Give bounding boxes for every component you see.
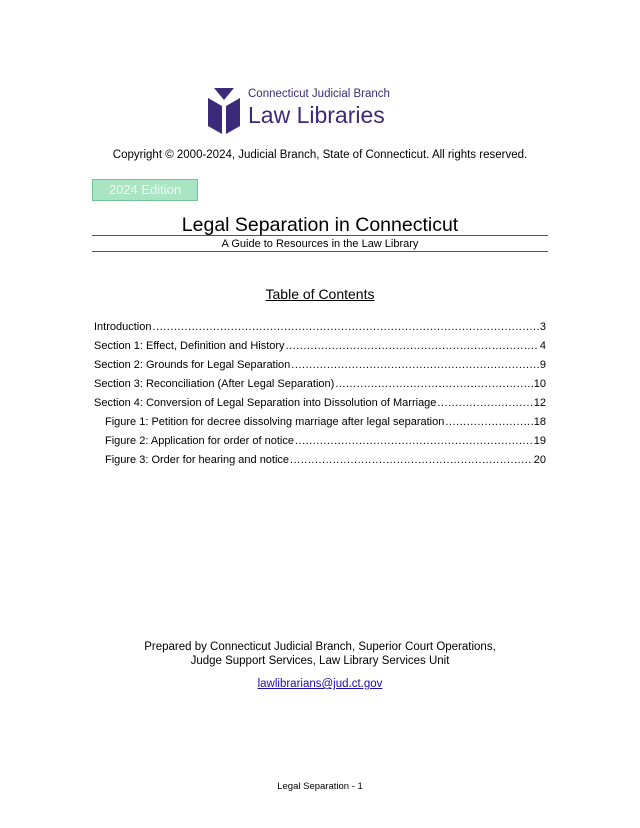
toc-leader bbox=[291, 359, 539, 371]
law-libraries-logo bbox=[206, 88, 406, 136]
toc-leader bbox=[286, 340, 539, 352]
toc-entry-section-1[interactable] bbox=[94, 340, 546, 359]
toc-entry-page: 18 bbox=[533, 416, 546, 428]
prepared-by bbox=[0, 640, 640, 668]
toc-entry-figure-1[interactable] bbox=[94, 416, 546, 435]
toc-entry-section-4[interactable] bbox=[94, 397, 546, 416]
toc-entry-figure-3[interactable] bbox=[94, 454, 546, 473]
toc-entry-page: 19 bbox=[533, 435, 546, 447]
toc-entry-label: Figure 2: Application for order of notice bbox=[105, 435, 294, 447]
toc-leader bbox=[295, 435, 533, 447]
toc-leader bbox=[445, 416, 532, 428]
prepared-line-1: Prepared by Connecticut Judicial Branch, Superior Court Operations, bbox=[144, 641, 496, 653]
title-divider-bottom bbox=[92, 251, 548, 252]
toc-entry-label: Section 4: Conversion of Legal Separation into Dissolution of Marriage bbox=[94, 397, 437, 409]
toc-entry-figure-2[interactable] bbox=[94, 435, 546, 454]
toc-heading: Table of Contents bbox=[265, 286, 375, 302]
toc-entry-label: Figure 3: Order for hearing and notice bbox=[105, 454, 290, 466]
toc-entry-section-3[interactable] bbox=[94, 378, 546, 397]
edition-badge: 2024 Edition bbox=[92, 179, 198, 201]
title-divider-top bbox=[92, 235, 548, 236]
toc-entry-page: 20 bbox=[533, 454, 546, 466]
table-of-contents bbox=[94, 321, 546, 473]
toc-entry-label: Section 1: Effect, Definition and History bbox=[94, 340, 285, 352]
toc-leader bbox=[290, 454, 533, 466]
contact-email bbox=[0, 678, 640, 690]
document-subtitle: A Guide to Resources in the Law Library bbox=[221, 238, 419, 250]
toc-leader bbox=[335, 378, 532, 390]
toc-entry-label: Figure 1: Petition for decree dissolving marriage after legal separation bbox=[105, 416, 445, 428]
page-footer: Legal Separation - 1 bbox=[277, 781, 363, 792]
document-title: Legal Separation in Connecticut bbox=[181, 214, 459, 236]
toc-entry-page: 10 bbox=[533, 378, 546, 390]
book-chevron-icon bbox=[206, 88, 242, 136]
toc-entry-label: Section 3: Reconciliation (After Legal Separation) bbox=[94, 378, 335, 390]
email-link[interactable]: lawlibrarians@jud.ct.gov bbox=[257, 678, 383, 690]
toc-entry-page: 12 bbox=[533, 397, 546, 409]
logo-subtitle: Connecticut Judicial Branch bbox=[248, 88, 390, 100]
prepared-line-2: Judge Support Services, Law Library Services Unit bbox=[190, 655, 450, 667]
toc-entry-page: 4 bbox=[539, 340, 546, 352]
toc-entry-page: 9 bbox=[539, 359, 546, 371]
toc-entry-introduction[interactable] bbox=[94, 321, 546, 340]
logo-title: Law Libraries bbox=[248, 102, 385, 128]
copyright-notice: Copyright © 2000-2024, Judicial Branch, State of Connecticut. All rights reserved. bbox=[112, 149, 528, 161]
toc-leader bbox=[437, 397, 532, 409]
toc-entry-label: Section 2: Grounds for Legal Separation bbox=[94, 359, 291, 371]
toc-entry-page: 3 bbox=[539, 321, 546, 333]
toc-leader bbox=[152, 321, 538, 333]
toc-entry-section-2[interactable] bbox=[94, 359, 546, 378]
toc-entry-label: Introduction bbox=[94, 321, 152, 333]
